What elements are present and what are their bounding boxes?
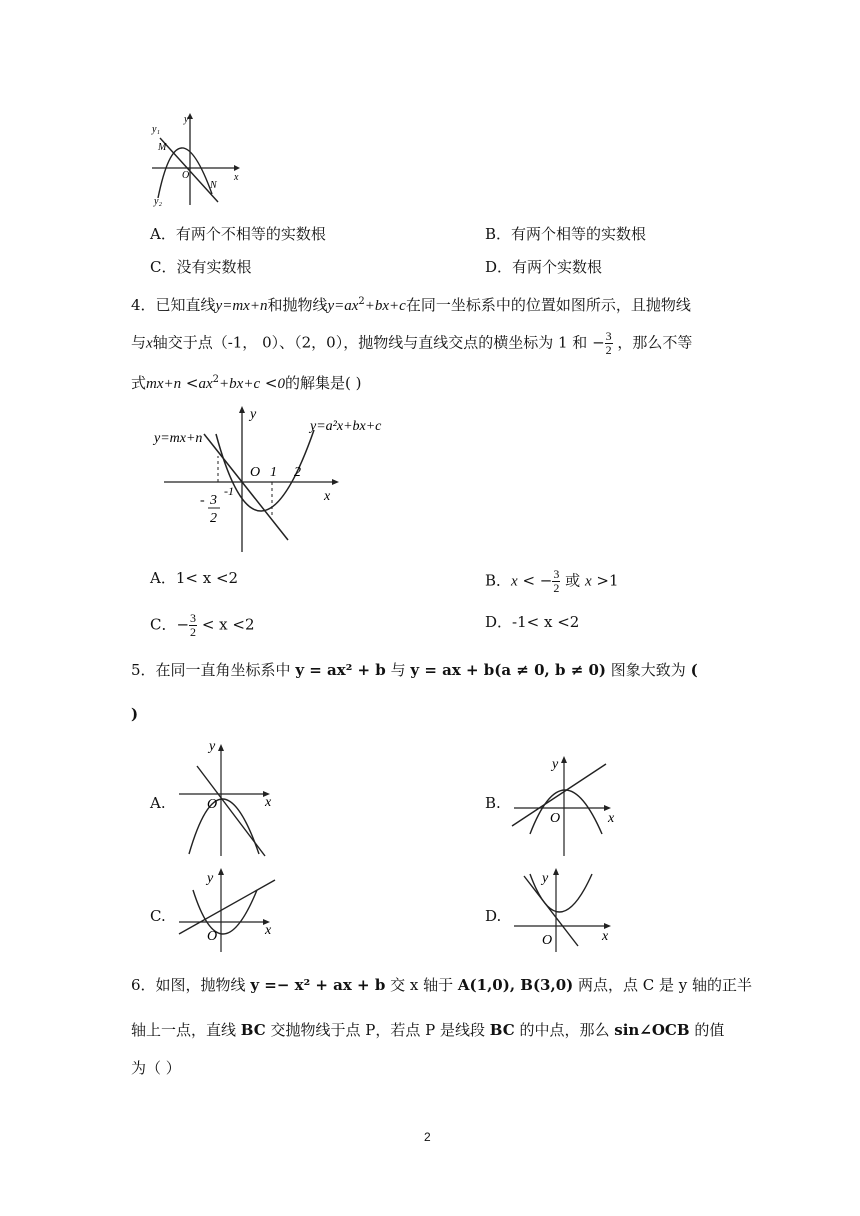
- q5-stem-line2: ): [131, 705, 139, 723]
- q5-c-y: y: [207, 871, 214, 886]
- q4-fig-frac-den: 2: [210, 511, 217, 526]
- q3-option-a: A．有两个不相等的实数根: [150, 225, 326, 243]
- q5-option-a-label: A.: [150, 794, 166, 812]
- q5-option-c-graph: [175, 866, 285, 956]
- q5-d-o: O: [542, 933, 553, 948]
- q4-option-a: A．1< x <2: [150, 569, 239, 587]
- q3-figure: [148, 110, 248, 210]
- q3-fig-x: x: [234, 172, 239, 183]
- q4-stem-line3: 式$mx+n <ax^2+bx+c <0$的解集是( ): [131, 374, 362, 392]
- q3-option-b: B．有两个相等的实数根: [485, 225, 647, 243]
- q5-option-c-label: C.: [150, 907, 166, 925]
- q5-c-x: x: [265, 923, 272, 938]
- q4-fig-minus: -: [200, 493, 205, 508]
- q3-fig-o: O: [182, 170, 190, 181]
- q5-option-d-label: D.: [485, 907, 502, 925]
- q5-b-y: y: [552, 757, 559, 772]
- q4-fig-frac-num: 3: [210, 493, 217, 508]
- q4-fig-o: O: [250, 465, 261, 480]
- q5-stem-line1: 5．在同一直角坐标系中 y = ax² + b 与 y = ax + b(a ≠ 0, b ≠ 0) 图象大致为 (: [131, 661, 698, 679]
- q4-stem-line1: 4．已知直线y=mx+n和抛物线$y=ax^2+bx+c$在同一坐标系中的位置如图所示，且抛物线: [131, 296, 691, 314]
- q3-fig-m: M: [158, 142, 167, 153]
- q4-fig-1: 1: [270, 465, 277, 480]
- q3-option-c: C．没有实数根: [150, 258, 252, 276]
- q4-option-c: C．− $\frac{3}{2}$ < x <2: [150, 611, 255, 639]
- q4-option-b-fraction: $\frac{3}{2}$: [553, 567, 560, 595]
- q4-figure: [150, 400, 400, 558]
- q3-fig-n: N: [210, 180, 217, 191]
- q5-b-x: x: [608, 811, 615, 826]
- q5-c-o: O: [207, 929, 218, 944]
- q5-option-d-graph: [508, 866, 623, 956]
- page-number: 2: [424, 1130, 431, 1144]
- q6-stem-line3: 为（ ）: [131, 1059, 181, 1077]
- q6-stem-line1: 6．如图，抛物线 y =− x² + ax + b 交 x 轴于 A(1,0), B(3,0) 两点，点 C 是 y 轴的正半: [131, 976, 753, 994]
- q5-b-o: O: [550, 811, 561, 826]
- q4-option-b: B．x < − $\frac{3}{2}$ 或 x >1: [485, 567, 619, 595]
- q4-fig-2: 2: [294, 465, 301, 480]
- q4-fig-neg1: -1: [224, 484, 234, 498]
- q4-option-d: D．-1< x <2: [485, 613, 580, 631]
- q3-fig-y2: y₂: [154, 196, 162, 207]
- q6-stem-line2: 轴上一点，直线 BC 交抛物线于点 P，若点 P 是线段 BC 的中点，那么 sin∠OCB 的值: [131, 1021, 725, 1039]
- q3-fig-y1: y₁: [152, 124, 160, 135]
- q5-a-y: y: [209, 739, 216, 754]
- q5-option-b-label: B.: [485, 794, 501, 812]
- q4-fig-line-label: y=mx+n: [154, 431, 203, 446]
- q4-stem-fraction: $\frac{3}{2}$: [605, 329, 612, 357]
- q4-fig-y: y: [250, 407, 257, 422]
- q5-a-o: O: [207, 797, 218, 812]
- q4-fig-x: x: [324, 489, 331, 504]
- q4-fig-parabola-label: y=a²x+bx+c: [310, 419, 382, 434]
- q5-d-x: x: [602, 929, 609, 944]
- q5-option-a-graph: [175, 738, 285, 860]
- q3-fig-y: y: [184, 114, 189, 125]
- q5-a-x: x: [265, 795, 272, 810]
- q4-option-c-fraction: $\frac{3}{2}$: [190, 611, 197, 639]
- q4-stem-line2: 与x轴交于点（-1， 0）、（2，0），抛物线与直线交点的横坐标为 1 和 − $\frac{3}{2}$ ，那么不等: [131, 329, 693, 357]
- q3-option-d: D．有两个实数根: [485, 258, 603, 276]
- q5-option-b-graph: [508, 752, 623, 862]
- q5-d-y: y: [542, 871, 549, 886]
